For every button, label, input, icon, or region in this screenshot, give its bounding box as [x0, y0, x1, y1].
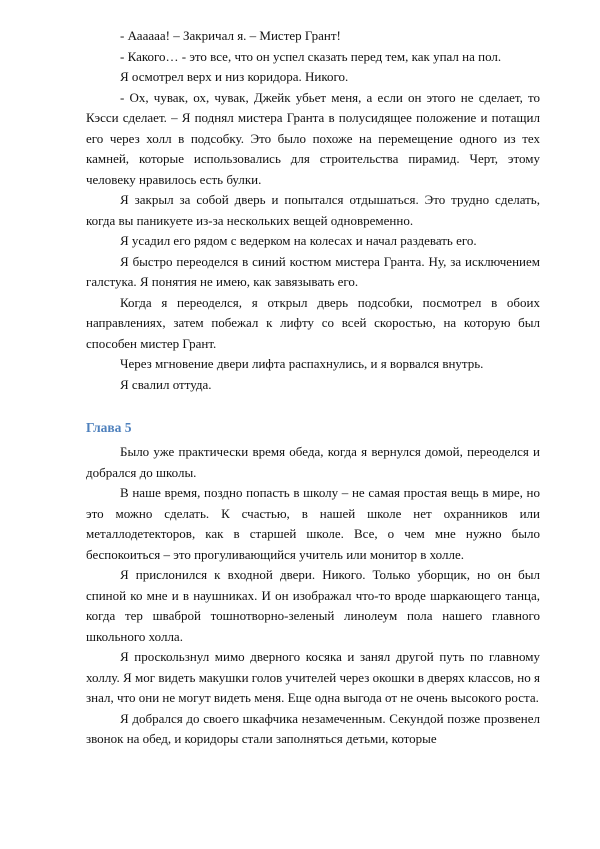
paragraph: - Ох, чувак, ох, чувак, Джейк убьет меня, а если он этого не сделает, то Кэсси сделает. – Я поднял мистера Гранта в полусидящее положение и потащил его через холл в подсобку. Это было похоже на перемещение одного из тех камней, которые использовались для строительства пирамид. Черт, этому человеку нравилось есть булки.	[86, 89, 540, 187]
paragraph: Было уже практически время обеда, когда я вернулся домой, переоделся и добрался до школы.	[86, 444, 540, 480]
paragraph: Я усадил его рядом с ведерком на колесах и начал раздевать его.	[120, 233, 477, 248]
paragraph: Через мгновение двери лифта распахнулись, и я ворвался внутрь.	[120, 356, 484, 371]
paragraph: Я добрался до своего шкафчика незамеченным. Секундой позже прозвенел звонок на обед, и коридоры стали заполняться детьми, которые	[86, 710, 540, 746]
paragraph: Я быстро переоделся в синий костюм мистера Гранта. Ну, за исключением галстука. Я понятия не имею, как завязывать его.	[86, 253, 540, 289]
paragraph: - Аааааа! – Закричал я. – Мистер Грант!	[120, 28, 341, 43]
paragraph: Я проскользнул мимо дверного косяка и занял другой путь по главному холлу. Я мог видеть макушки голов учителей через окошки в дверях классов, но я знал, что они не могут видеть меня. Еще одна выгода от не очень высокого роста.	[86, 649, 540, 705]
paragraph: Я осмотрел верх и низ коридора. Никого.	[120, 69, 349, 84]
paragraph: Я прислонился к входной двери. Никого. Только уборщик, но он был спиной ко мне и в наушниках. И он изображал что-то вроде шаркающего танца, когда тер шваброй тошнотворно-зеленый линолеум пола нашего главного школьного холла.	[86, 567, 540, 644]
document-page	[86, 26, 540, 750]
paragraph: Я свалил оттуда.	[120, 376, 212, 392]
paragraph: Я закрыл за собой дверь и попытался отдышаться. Это трудно сделать, когда вы паникуете из-за нескольких вещей одновременно.	[86, 192, 540, 228]
paragraph: - Какого… - это все, что он успел сказать перед тем, как упал на пол.	[120, 48, 502, 64]
paragraph: Когда я переоделся, я открыл дверь подсобки, посмотрел в обоих направлениях, затем побежал к лифту со всей скоростью, на которую был способен мистер Грант.	[86, 294, 540, 351]
paragraph: В наше время, поздно попасть в школу – не самая простая вещь в мире, но это можно сделать. К счастью, в нашей школе нет охранников или металлодетекторов, как в старшей школе. Все, о чем мне нужно было беспокоиться – это прогуливающийся учитель или монитор в холле.	[86, 485, 540, 562]
chapter-heading: Глава 5	[86, 420, 132, 435]
